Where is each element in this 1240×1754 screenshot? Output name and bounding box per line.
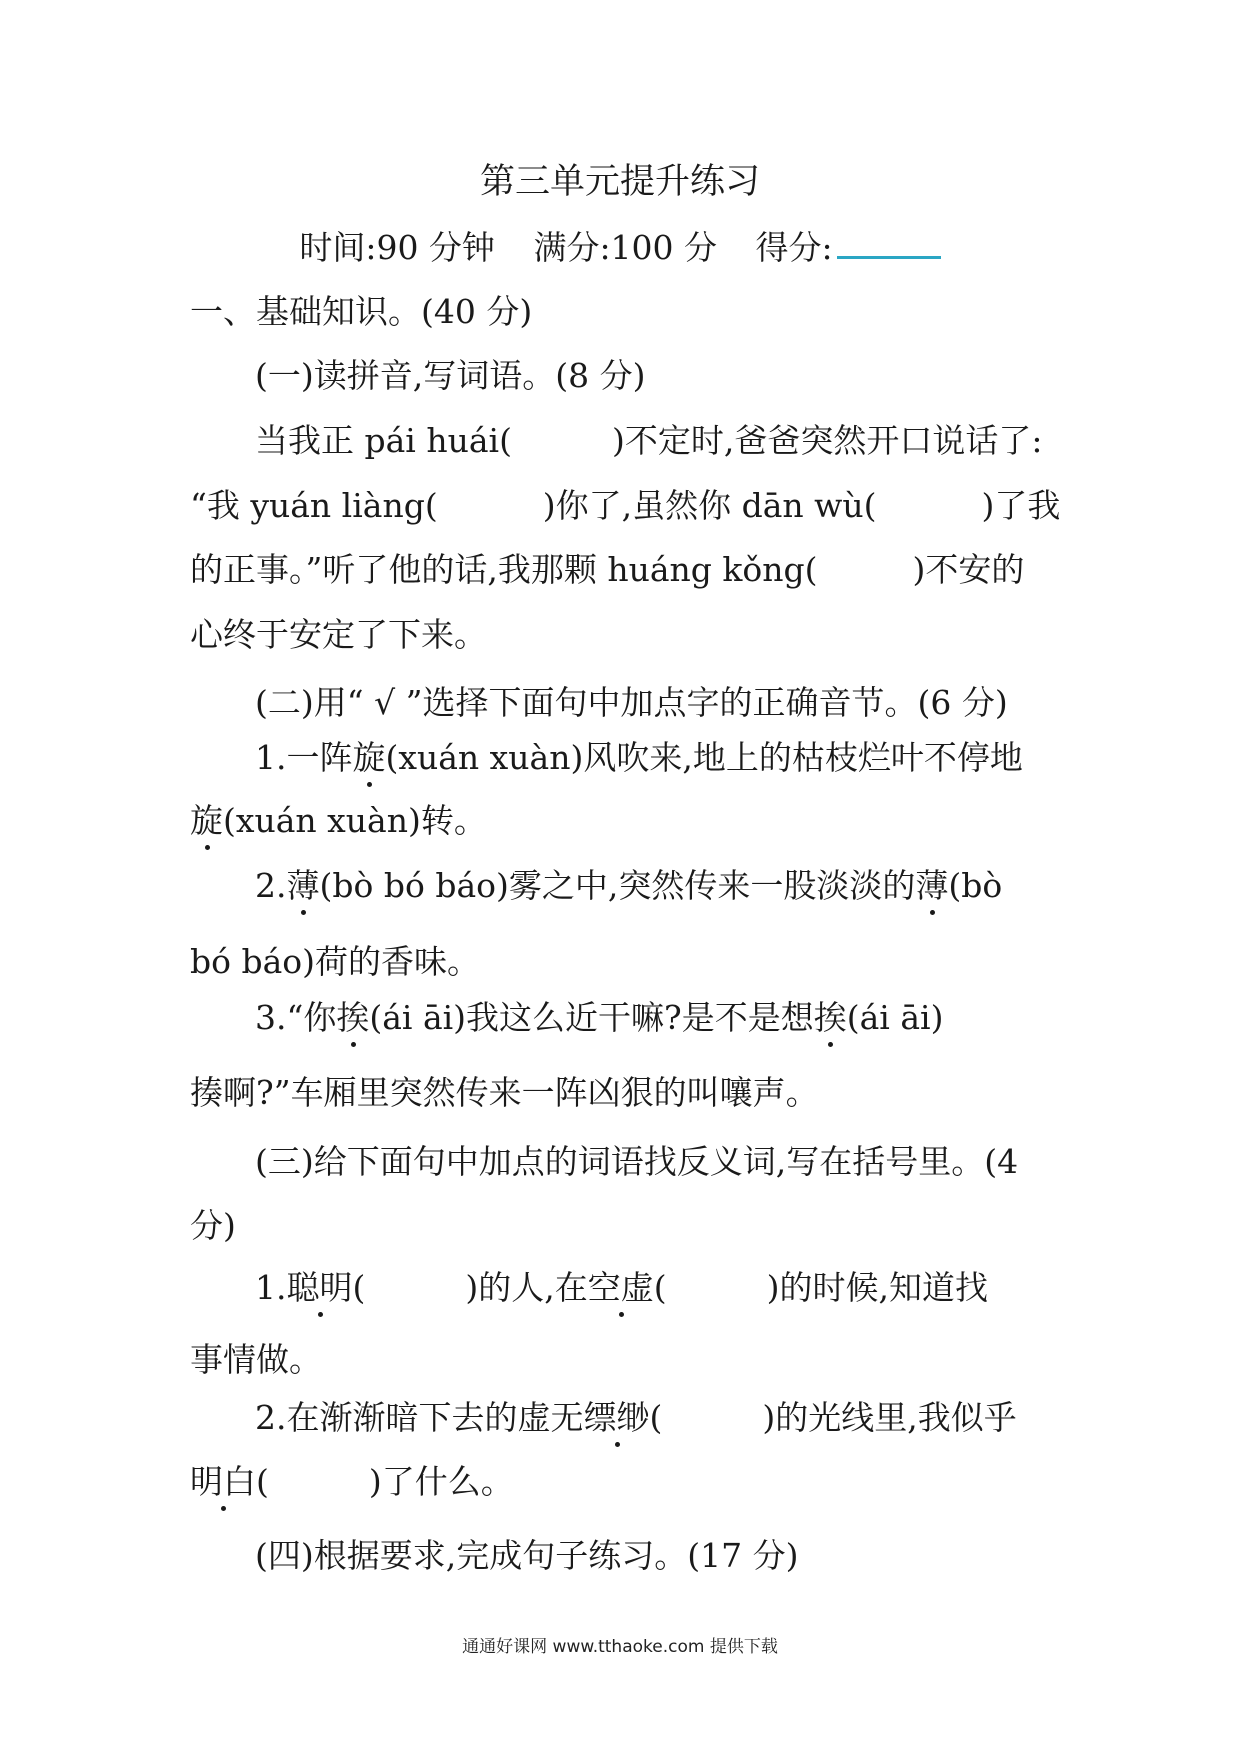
part3-heading-cont: 分) (190, 1206, 236, 1245)
text: (xuán xuàn)转。 (223, 801, 487, 840)
full-score: 满分:100 分 (533, 228, 718, 267)
part2-q1-line-1 (255, 738, 1065, 778)
text: “我 yuán liàng( (190, 486, 438, 525)
text: (bò (948, 866, 1003, 905)
part1-heading: (一)读拼音,写词语。(8 分) (255, 356, 646, 395)
dotted-char: 薄 (915, 866, 949, 905)
part3-q2-line-1 (255, 1398, 1065, 1438)
dotted-word: 聪明 (286, 1268, 353, 1307)
text: 当我正 pái huái( (255, 421, 512, 460)
text: 3.“你 (255, 998, 337, 1037)
page-title: 第三单元提升练习 (479, 162, 760, 202)
text: ( (649, 1398, 663, 1437)
part2-heading: (二)用“ √ ”选择下面句中加点字的正确音节。(6 分) (255, 683, 1008, 722)
dotted-word: 空虚 (587, 1268, 654, 1307)
text: 2.在渐渐暗下去的虚无 (255, 1398, 584, 1437)
text: ( (352, 1268, 366, 1307)
text: )你了,虽然你 dān wù( (542, 486, 877, 525)
dotted-char: 薄 (286, 866, 320, 905)
text: )了什么。 (368, 1462, 514, 1501)
text: 1. (255, 1268, 287, 1307)
part2-q3-line-2: 揍啊?”车厢里突然传来一阵凶狠的叫嚷声。 (190, 1073, 819, 1112)
part1-line-1 (255, 421, 1065, 461)
part3-q2-line-2 (190, 1462, 1060, 1502)
part3-heading: (三)给下面句中加点的词语找反义词,写在括号里。(4 (255, 1142, 1019, 1181)
text: )不定时,爸爸突然开口说话了: (611, 421, 1043, 460)
part1-line-4: 心终于安定了下来。 (190, 615, 487, 654)
exam-meta (0, 228, 1240, 268)
text: (bò bó báo)雾之中,突然传来一股淡淡的 (319, 866, 916, 905)
section-heading: 一、基础知识。(40 分) (190, 292, 533, 331)
score-field (756, 228, 941, 267)
text: 1.一阵 (255, 738, 353, 777)
part2-q1-line-2 (190, 801, 1060, 841)
text: ( (653, 1268, 667, 1307)
text: )的人,在 (465, 1268, 588, 1307)
part1-line-2 (190, 486, 1060, 526)
dotted-word: 明白 (190, 1462, 256, 1501)
part2-q3-line-1 (255, 998, 1065, 1038)
part4-heading: (四)根据要求,完成句子练习。(17 分) (255, 1536, 799, 1575)
dotted-char: 挨 (813, 998, 847, 1037)
score-label: 得分: (755, 228, 833, 267)
text: )了我 (981, 486, 1061, 525)
part1-line-3 (190, 550, 1060, 590)
text: 2. (255, 866, 287, 905)
text: (ái āi)我这么近干嘛?是不是想 (369, 998, 814, 1037)
part2-q2-line-1 (255, 866, 1065, 906)
text: (xuán xuàn)风吹来,地上的枯枝烂叶不停地 (385, 738, 1023, 777)
part3-q1-line-2: 事情做。 (190, 1340, 322, 1379)
text: )不安的 (912, 550, 1025, 589)
score-blank[interactable] (837, 230, 941, 259)
text: (ái āi) (846, 998, 944, 1037)
dotted-word: 缥缈 (583, 1398, 650, 1437)
time-limit: 时间:90 分钟 (299, 228, 495, 267)
part2-q2-line-2: bó báo)荷的香味。 (190, 942, 481, 981)
dotted-char: 挨 (336, 998, 370, 1037)
text: )的时候,知道找 (766, 1268, 988, 1307)
dotted-char: 旋 (190, 801, 223, 840)
dotted-char: 旋 (352, 738, 386, 777)
text: )的光线里,我似乎 (762, 1398, 1017, 1437)
footer-source: 通通好课网 www.tthaoke.com 提供下载 (462, 1637, 778, 1657)
part3-q1-line-1 (255, 1268, 1065, 1308)
text: ( (256, 1462, 269, 1501)
text: 的正事。”听了他的话,我那颗 huáng kǒng( (190, 550, 818, 589)
